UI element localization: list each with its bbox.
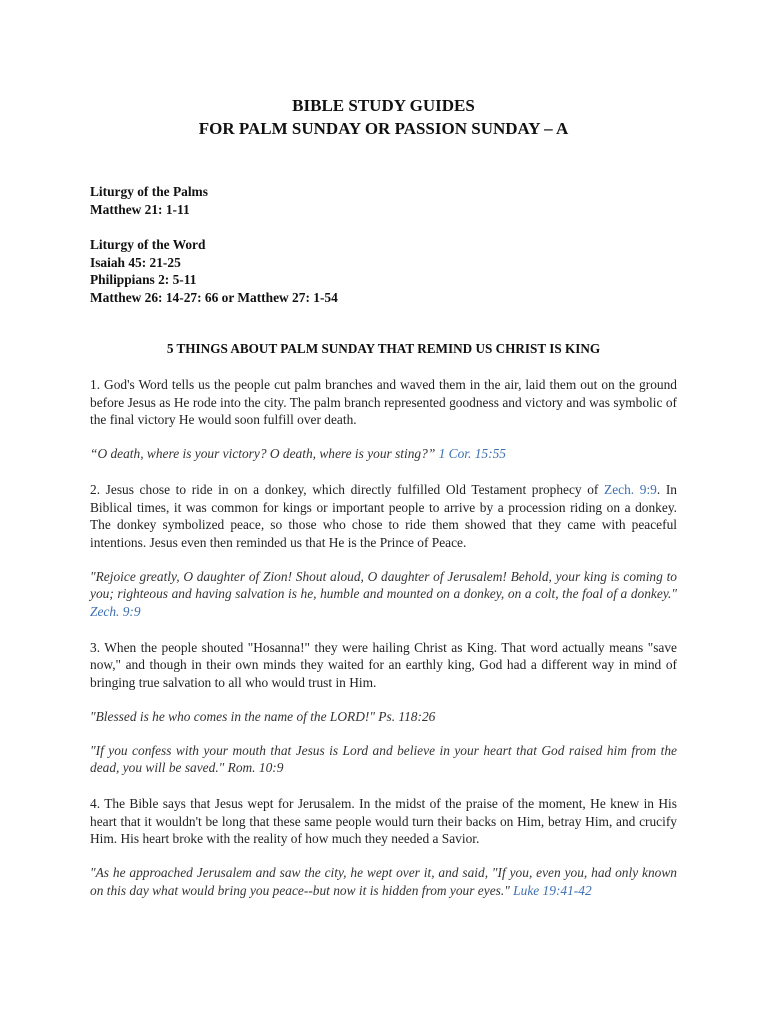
quote-2	[90, 568, 677, 621]
quote-text: “O death, where is your victory? O death, where is your sting?”	[90, 446, 439, 462]
reading: Matthew 26: 14-27: 66 or Matthew 27: 1-54	[90, 289, 338, 305]
title-line-2: FOR PALM SUNDAY OR PASSION SUNDAY – A	[198, 119, 569, 138]
point-4: 4. The Bible says that Jesus wept for Jerusalem. In the midst of the praise of the moment, He knew in His heart that it wouldn't be long that these same people would turn their backs on Him, betray Him, and crucify Him. His heart broke with the reality of how much they needed a Savior.	[90, 795, 677, 847]
reading: Isaiah 45: 21-25	[90, 254, 181, 270]
document-page	[90, 94, 677, 899]
point-text: 2. Jesus chose to ride in on a donkey, which directly fulfilled Old Testament prophecy of	[90, 481, 605, 497]
scripture-link[interactable]: Zech. 9:9	[90, 604, 141, 620]
liturgy-of-palms	[90, 183, 677, 218]
reading: Philippians 2: 5-11	[90, 272, 197, 287]
quote-text: "As he approached Jerusalem and saw the city, he wept over it, and said, "If you, even you, had only known on this day what would bring you peace--but now it is hidden from your eyes."	[90, 865, 677, 898]
liturgy-word-heading: Liturgy of the Word	[90, 237, 206, 252]
liturgy-of-word	[90, 236, 677, 306]
title-line-1: BIBLE STUDY GUIDES	[292, 96, 475, 115]
quote-4: "If you confess with your mouth that Jesus is Lord and believe in your heart that God raised him from the dead, you will be saved." Rom. 10:9	[90, 742, 677, 776]
section-title: 5 THINGS ABOUT PALM SUNDAY THAT REMIND US CHRIST IS KING	[166, 341, 601, 356]
scripture-link[interactable]: Zech. 9:9	[604, 481, 657, 497]
quote-text: "Rejoice greatly, O daughter of Zion! Shout aloud, O daughter of Jerusalem! Behold, your king is coming to you; righteous and having salvation is he, humble and mounted on a donkey, on a colt, the foal of a donkey."	[90, 568, 677, 602]
point-1: 1. God's Word tells us the people cut palm branches and waved them in the air, laid them out on the ground before Jesus as He rode into the city. The palm branch represented goodness and victory and was symbolic of the final victory He would soon fulfill over death.	[90, 377, 677, 428]
point-3: 3. When the people shouted "Hosanna!" they were hailing Christ as King. That word actually means "save now," and though in their own minds they waited for an earthly king, God had a different way in mind of bringing true salvation to all who would trust in Him.	[90, 639, 677, 691]
liturgy-palms-heading: Liturgy of the Palms	[90, 184, 208, 199]
reading: Matthew 21: 1-11	[90, 201, 190, 217]
quote-1	[90, 445, 677, 463]
document-title	[90, 94, 677, 140]
point-text: . In Biblical times, it was common for kings or important people to arrive by a procession riding on a donkey. The donkey symbolized peace, so those who chose to ride them showed that they came with peaceful intentions. Jesus even then reminded us that He is the Prince of Peace.	[90, 481, 677, 550]
quote-3: "Blessed is he who comes in the name of the LORD!" Ps. 118:26	[90, 708, 436, 724]
scripture-link[interactable]: 1 Cor. 15:55	[438, 446, 506, 462]
quote-5	[90, 864, 677, 899]
point-2	[90, 481, 677, 552]
scripture-link[interactable]: Luke 19:41-42	[513, 882, 592, 898]
